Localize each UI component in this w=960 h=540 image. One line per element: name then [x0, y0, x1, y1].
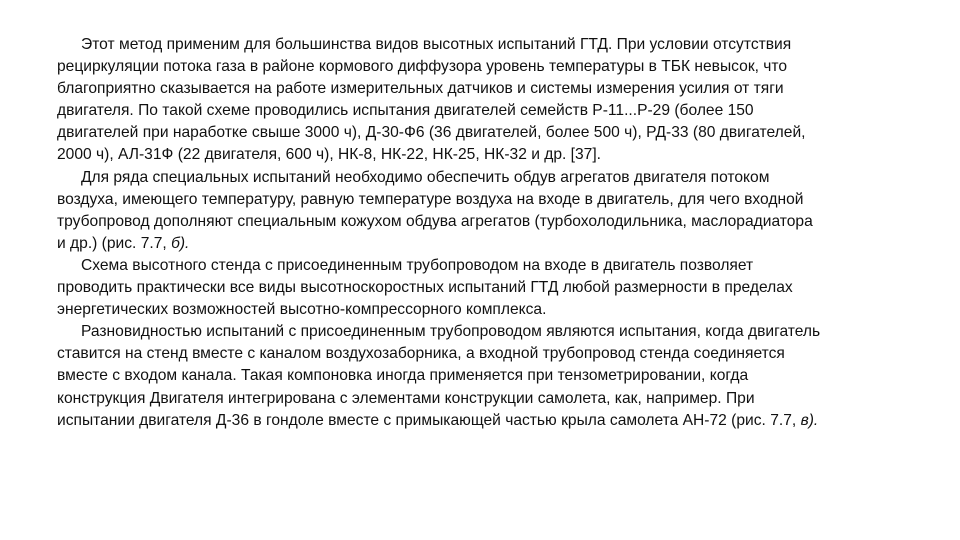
text-line: и др.) (рис. 7.7,: [57, 234, 172, 252]
text-line: рециркуляции потока газа в районе кормового диффузора уровень температуры в ТБК невысок, что: [57, 58, 788, 76]
text-line: конструкция Двигателя интегрирована с элементами конструкции самолета, как, например. При: [57, 389, 755, 407]
text-line: энергетических возможностей высотно-компрессорного комплекса.: [57, 301, 547, 319]
paragraph-3: [33, 255, 933, 321]
text-line: трубопровод дополняют специальным кожухом обдува агрегатов (турбохолодильника, маслорадиатора: [57, 212, 813, 230]
figure-reference-italic: в).: [800, 411, 819, 429]
text-line: Разновидностью испытаний с присоединенным трубопроводом являются испытания, когда двигатель: [81, 323, 821, 341]
text-line: проводить практически все виды высотноскоростных испытаний ГТД любой размерности в пределах: [57, 279, 793, 297]
text-line: Для ряда специальных испытаний необходимо обеспечить обдув агрегатов двигателя потоком: [81, 168, 770, 186]
text-line: благоприятно сказывается на работе измерительных датчиков и системы измерения усилия от тяги: [57, 80, 784, 98]
text-line: ставится на стенд вместе с каналом воздухозаборника, а входной трубопровод стенда соединяется: [57, 345, 785, 363]
paragraph-1: [33, 34, 933, 167]
document-text: [33, 34, 933, 432]
text-line: двигателя. По такой схеме проводились испытания двигателей семейств Р-11...Р-29 (более 150: [57, 102, 754, 120]
text-line: Схема высотного стенда с присоединенным трубопроводом на входе в двигатель позволяет: [81, 256, 754, 274]
text-line-with-reference: [33, 233, 933, 255]
text-line: 2000 ч), АЛ-31Ф (22 двигателя, 600 ч), НК-8, НК-22, НК-25, НК-32 и др. [37].: [57, 146, 602, 164]
text-line: двигателей при наработке свыше 3000 ч), Д-30-Ф6 (36 двигателей, более 500 ч), РД-33 (80 двигателей,: [57, 124, 806, 142]
text-line: вместе с входом канала. Такая компоновка иногда применяется при тензометрировании, когда: [57, 367, 749, 385]
figure-reference-italic: б).: [171, 234, 190, 252]
text-line: испытании двигателя Д-36 в гондоле вместе с примыкающей частью крыла самолета АН-72 (рис. 7.7,: [57, 411, 801, 429]
paragraph-2: [33, 167, 933, 255]
text-line-with-reference: [33, 410, 933, 432]
text-line: Этот метод применим для большинства видов высотных испытаний ГТД. При условии отсутствия: [81, 36, 792, 53]
text-line: воздуха, имеющего температуру, равную температуре воздуха на входе в двигатель, для чего входной: [57, 190, 804, 208]
paragraph-4: [33, 321, 933, 431]
